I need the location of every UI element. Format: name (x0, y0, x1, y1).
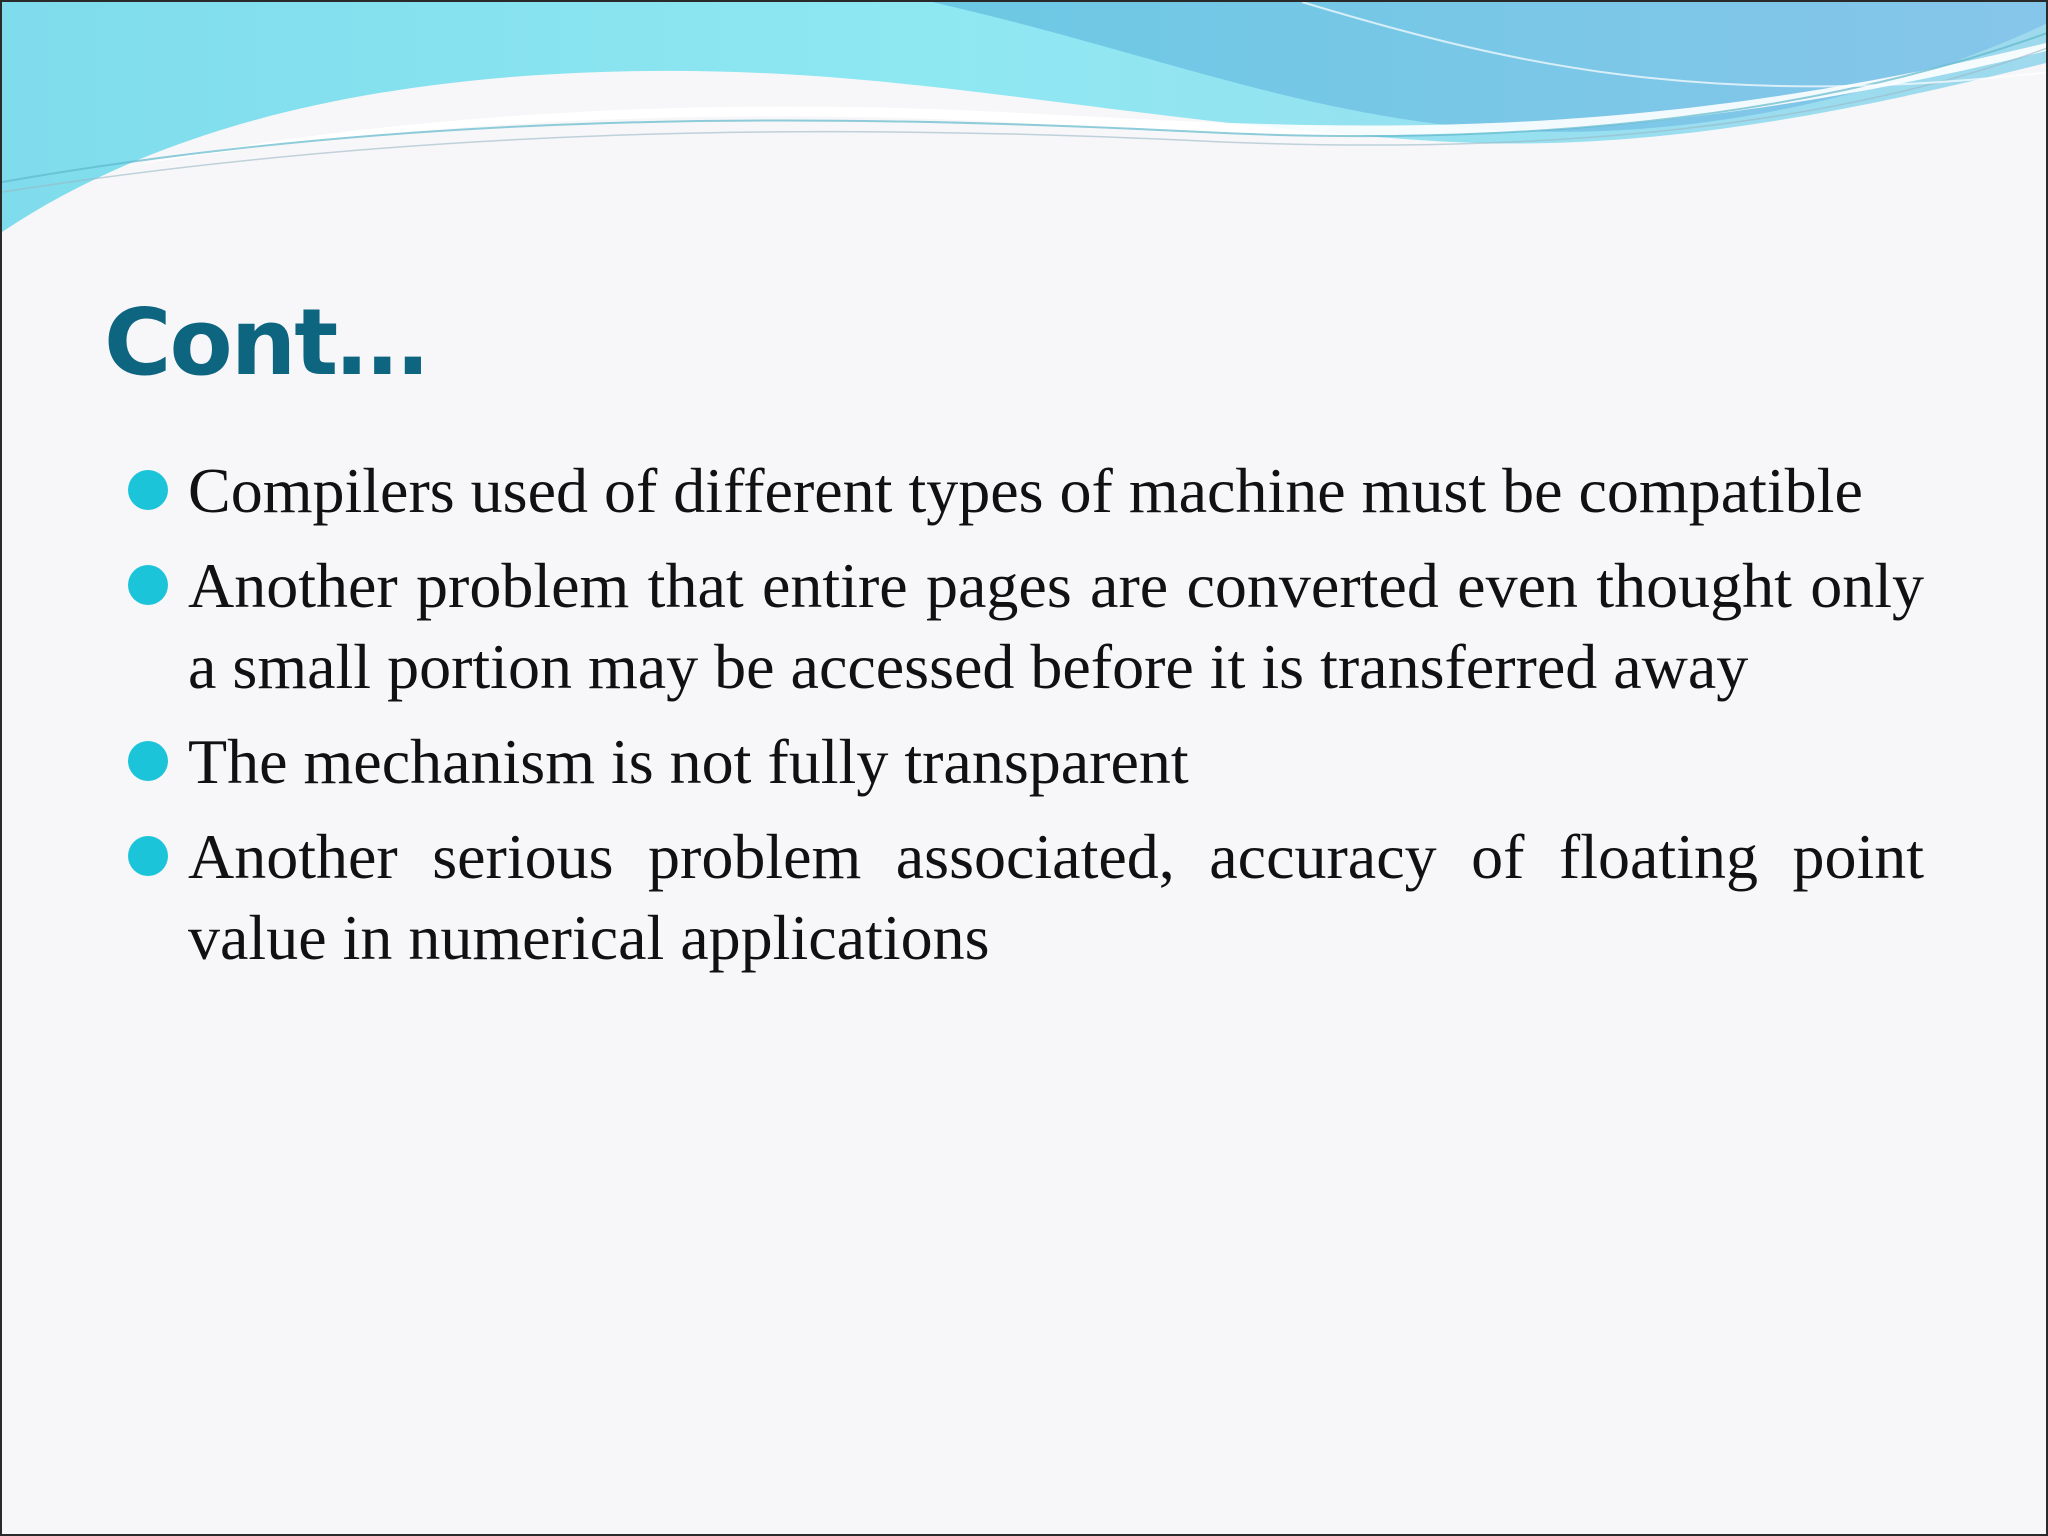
bullet-marker-icon (128, 565, 168, 605)
slide-title: Cont… (104, 289, 427, 396)
header-wave-decoration (2, 2, 2048, 262)
bullet-text: Another serious problem associated, accuracy of floating point value in numerical applications (188, 821, 1924, 973)
bullet-text: Compilers used of different types of machine must be compatible (188, 455, 1863, 526)
bullet-text: The mechanism is not fully transparent (188, 726, 1189, 797)
bullet-marker-icon (128, 836, 168, 876)
bullet-text: Another problem that entire pages are converted even thought only a small portion may be accessed before it is transferred away (188, 550, 1924, 702)
bullet-item (128, 450, 1924, 531)
bullet-list (128, 450, 1924, 992)
bullet-marker-icon (128, 741, 168, 781)
bullet-item (128, 816, 1924, 978)
bullet-marker-icon (128, 470, 168, 510)
bullet-item (128, 545, 1924, 707)
bullet-item (128, 721, 1924, 802)
